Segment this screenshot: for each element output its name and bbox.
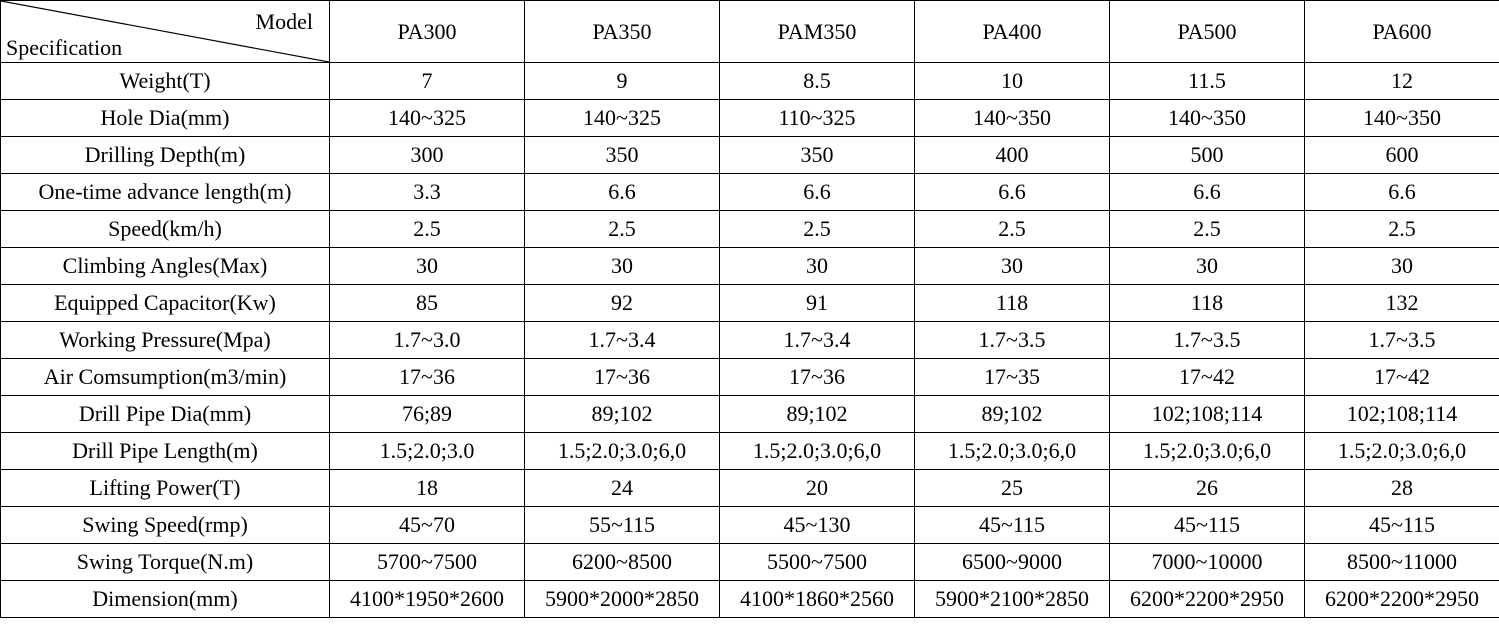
spec-value-cell: 6.6 — [1305, 174, 1499, 211]
spec-value-cell: 102;108;114 — [1305, 396, 1499, 433]
spec-value-cell: 6.6 — [525, 174, 720, 211]
spec-value-cell: 1.7~3.0 — [330, 322, 525, 359]
table-row — [1, 581, 1499, 618]
spec-value-cell: 2.5 — [915, 211, 1110, 248]
spec-value-cell: 45~115 — [915, 507, 1110, 544]
spec-label-cell: Swing Torque(N.m) — [1, 544, 330, 581]
table-row — [1, 544, 1499, 581]
spec-value-cell: 1.5;2.0;3.0;6,0 — [915, 433, 1110, 470]
spec-value-cell: 118 — [1110, 285, 1305, 322]
table-row — [1, 100, 1499, 137]
spec-value-cell: 140~350 — [915, 100, 1110, 137]
spec-value-cell: 350 — [720, 137, 915, 174]
spec-value-cell: 132 — [1305, 285, 1499, 322]
table-row — [1, 211, 1499, 248]
table-row — [1, 137, 1499, 174]
spec-label-cell: Climbing Angles(Max) — [1, 248, 330, 285]
spec-value-cell: 4100*1950*2600 — [330, 581, 525, 618]
spec-value-cell: 91 — [720, 285, 915, 322]
table-row — [1, 433, 1499, 470]
model-header-cell: PAM350 — [720, 1, 915, 63]
spec-value-cell: 45~130 — [720, 507, 915, 544]
spec-value-cell: 17~36 — [525, 359, 720, 396]
spec-value-cell: 45~115 — [1110, 507, 1305, 544]
spec-value-cell: 17~36 — [720, 359, 915, 396]
spec-value-cell: 6.6 — [915, 174, 1110, 211]
spec-value-cell: 45~115 — [1305, 507, 1499, 544]
spec-value-cell: 25 — [915, 470, 1110, 507]
spec-value-cell: 5700~7500 — [330, 544, 525, 581]
spec-label-cell: Drill Pipe Dia(mm) — [1, 396, 330, 433]
spec-value-cell: 20 — [720, 470, 915, 507]
spec-value-cell: 6200~8500 — [525, 544, 720, 581]
table-row — [1, 507, 1499, 544]
spec-value-cell: 1.5;2.0;3.0;6,0 — [1305, 433, 1499, 470]
spec-value-cell: 5900*2100*2850 — [915, 581, 1110, 618]
model-header-cell: PA350 — [525, 1, 720, 63]
spec-value-cell: 3.3 — [330, 174, 525, 211]
table-row — [1, 285, 1499, 322]
spec-value-cell: 2.5 — [1305, 211, 1499, 248]
spec-value-cell: 89;102 — [915, 396, 1110, 433]
spec-value-cell: 30 — [330, 248, 525, 285]
spec-value-cell: 30 — [915, 248, 1110, 285]
table-row — [1, 248, 1499, 285]
spec-value-cell: 30 — [1110, 248, 1305, 285]
model-header-cell: PA400 — [915, 1, 1110, 63]
spec-value-cell: 6200*2200*2950 — [1110, 581, 1305, 618]
spec-label-cell: Speed(km/h) — [1, 211, 330, 248]
spec-label-cell: Drilling Depth(m) — [1, 137, 330, 174]
spec-value-cell: 30 — [525, 248, 720, 285]
spec-value-cell: 85 — [330, 285, 525, 322]
spec-value-cell: 7000~10000 — [1110, 544, 1305, 581]
spec-value-cell: 55~115 — [525, 507, 720, 544]
table-row — [1, 322, 1499, 359]
spec-value-cell: 9 — [525, 63, 720, 100]
spec-value-cell: 6.6 — [720, 174, 915, 211]
spec-label-cell: Air Comsumption(m3/min) — [1, 359, 330, 396]
spec-value-cell: 30 — [1305, 248, 1499, 285]
spec-value-cell: 110~325 — [720, 100, 915, 137]
model-header-cell: PA600 — [1305, 1, 1499, 63]
table-row — [1, 63, 1499, 100]
model-axis-label: Model — [255, 9, 313, 34]
spec-value-cell: 76;89 — [330, 396, 525, 433]
spec-value-cell: 11.5 — [1110, 63, 1305, 100]
spec-label-cell: One-time advance length(m) — [1, 174, 330, 211]
spec-value-cell: 45~70 — [330, 507, 525, 544]
spec-value-cell: 600 — [1305, 137, 1499, 174]
spec-label-cell: Dimension(mm) — [1, 581, 330, 618]
spec-value-cell: 1.7~3.5 — [1305, 322, 1499, 359]
spec-label-cell: Hole Dia(mm) — [1, 100, 330, 137]
spec-label-cell: Weight(T) — [1, 63, 330, 100]
spec-value-cell: 5500~7500 — [720, 544, 915, 581]
spec-value-cell: 30 — [720, 248, 915, 285]
spec-value-cell: 17~42 — [1110, 359, 1305, 396]
spec-value-cell: 26 — [1110, 470, 1305, 507]
table-row — [1, 396, 1499, 433]
spec-label-cell: Drill Pipe Length(m) — [1, 433, 330, 470]
spec-value-cell: 1.7~3.5 — [915, 322, 1110, 359]
spec-value-cell: 17~35 — [915, 359, 1110, 396]
spec-value-cell: 2.5 — [525, 211, 720, 248]
table-body — [1, 1, 1499, 618]
spec-value-cell: 140~350 — [1110, 100, 1305, 137]
spec-value-cell: 6500~9000 — [915, 544, 1110, 581]
spec-value-cell: 140~350 — [1305, 100, 1499, 137]
header-row — [1, 1, 1499, 63]
spec-value-cell: 140~325 — [330, 100, 525, 137]
spec-value-cell: 2.5 — [720, 211, 915, 248]
spec-label-cell: Swing Speed(rmp) — [1, 507, 330, 544]
spec-value-cell: 89;102 — [525, 396, 720, 433]
table-row — [1, 470, 1499, 507]
spec-value-cell: 6200*2200*2950 — [1305, 581, 1499, 618]
spec-value-cell: 400 — [915, 137, 1110, 174]
spec-value-cell: 1.5;2.0;3.0;6,0 — [1110, 433, 1305, 470]
spec-value-cell: 17~36 — [330, 359, 525, 396]
model-header-cell: PA300 — [330, 1, 525, 63]
spec-value-cell: 92 — [525, 285, 720, 322]
spec-value-cell: 10 — [915, 63, 1110, 100]
spec-value-cell: 5900*2000*2850 — [525, 581, 720, 618]
model-header-cell: PA500 — [1110, 1, 1305, 63]
spec-value-cell: 18 — [330, 470, 525, 507]
spec-value-cell: 1.5;2.0;3.0 — [330, 433, 525, 470]
spec-value-cell: 1.5;2.0;3.0;6,0 — [525, 433, 720, 470]
spec-label-cell: Lifting Power(T) — [1, 470, 330, 507]
spec-label-cell: Equipped Capacitor(Kw) — [1, 285, 330, 322]
spec-value-cell: 500 — [1110, 137, 1305, 174]
spec-value-cell: 118 — [915, 285, 1110, 322]
spec-value-cell: 8500~11000 — [1305, 544, 1499, 581]
spec-value-cell: 17~42 — [1305, 359, 1499, 396]
table-row — [1, 359, 1499, 396]
spec-value-cell: 140~325 — [525, 100, 720, 137]
table-row — [1, 174, 1499, 211]
spec-value-cell: 2.5 — [1110, 211, 1305, 248]
corner-header-cell — [1, 1, 330, 63]
spec-label-cell: Working Pressure(Mpa) — [1, 322, 330, 359]
spec-value-cell: 8.5 — [720, 63, 915, 100]
spec-value-cell: 1.5;2.0;3.0;6,0 — [720, 433, 915, 470]
spec-value-cell: 350 — [525, 137, 720, 174]
spec-value-cell: 2.5 — [330, 211, 525, 248]
spec-value-cell: 89;102 — [720, 396, 915, 433]
spec-value-cell: 28 — [1305, 470, 1499, 507]
spec-value-cell: 4100*1860*2560 — [720, 581, 915, 618]
spec-value-cell: 300 — [330, 137, 525, 174]
spec-value-cell: 102;108;114 — [1110, 396, 1305, 433]
spec-value-cell: 1.7~3.4 — [525, 322, 720, 359]
spec-value-cell: 6.6 — [1110, 174, 1305, 211]
spec-value-cell: 12 — [1305, 63, 1499, 100]
spec-value-cell: 24 — [525, 470, 720, 507]
spec-value-cell: 7 — [330, 63, 525, 100]
spec-value-cell: 1.7~3.5 — [1110, 322, 1305, 359]
specification-axis-label: Specification — [6, 35, 123, 60]
spec-value-cell: 1.7~3.4 — [720, 322, 915, 359]
